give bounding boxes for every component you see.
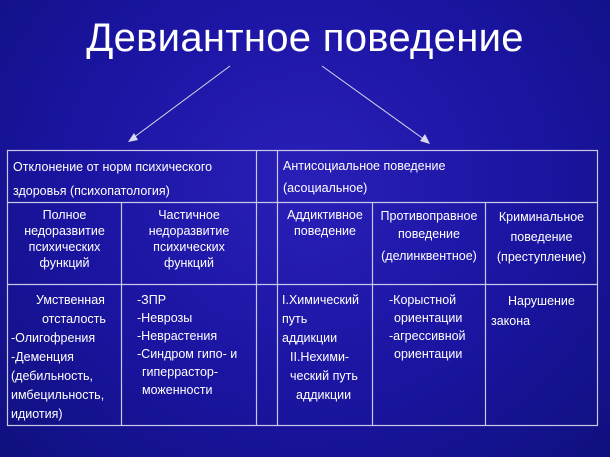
body-col-delinquent-orientations (389, 291, 485, 363)
sub5-l1: Криминальное (498, 210, 585, 224)
b4-l3: -агрессивной (389, 329, 466, 343)
b3-l6: аддикции (296, 388, 352, 402)
subheader-delinquent (373, 207, 485, 265)
body-col-law-violation (491, 291, 596, 331)
b2-l6: моженности (142, 383, 213, 397)
subheader-full-underdevelopment (8, 207, 121, 271)
header-right-line-1: Антисоциальное поведение (283, 159, 446, 173)
header-left-line-1: Отклонение от норм психического (13, 160, 213, 174)
header-psychopathology (13, 155, 253, 203)
body-col-mental-retardation (11, 291, 121, 424)
page-title: Девиантное поведение (86, 16, 524, 60)
b2-l2: -Неврозы (137, 311, 193, 325)
b2-l1: -ЗПР (137, 293, 167, 307)
sub2-l4: функций (164, 256, 214, 270)
sub5-l2: поведение (510, 230, 573, 244)
sub3-l1: Аддиктивное (287, 208, 363, 222)
header-right-line-2: (асоциальное) (283, 181, 368, 195)
sub1-l1: Полное (42, 208, 87, 222)
b4-l2: ориентации (394, 311, 463, 325)
header-antisocial (283, 155, 583, 199)
sub1-l3: психических (28, 240, 101, 254)
b1-l6: имбецильность, (11, 388, 105, 402)
b5-l2: закона (491, 314, 531, 328)
b1-l4: -Деменция (11, 350, 74, 364)
b1-l5: (дебильность, (11, 369, 94, 383)
b2-l3: -Неврастения (137, 329, 218, 343)
header-left-line-2: здоровья (психопатология) (13, 184, 170, 198)
b1-l3: -Олигофрения (11, 331, 96, 345)
subheader-criminal (486, 207, 597, 267)
subheader-addictive (278, 207, 372, 239)
sub2-l1: Частичное (158, 208, 220, 222)
sub4-l3: (делинквентное) (381, 249, 477, 263)
sub3-l2: поведение (294, 224, 356, 238)
sub1-l2: недоразвитие (24, 224, 105, 238)
b2-l5: гиперрастор- (142, 365, 219, 379)
b3-l3: аддикции (282, 331, 338, 345)
b2-l4: -Синдром гипо- и (137, 347, 238, 361)
b3-l1: I.Химический (282, 293, 359, 307)
b1-l2: отсталость (42, 312, 106, 326)
sub2-l3: психических (153, 240, 225, 254)
b4-l1: -Корыстной (389, 293, 457, 307)
b3-l5: ческий путь (290, 369, 358, 383)
sub5-l3: (преступление) (496, 250, 587, 264)
sub1-l4: функций (39, 256, 90, 270)
subheader-partial-underdevelopment (122, 207, 256, 271)
body-col-partial-disorders (137, 291, 255, 399)
sub4-l1: Противоправное (380, 209, 478, 223)
b1-l1: Умственная (36, 293, 105, 307)
b5-l1: Нарушение (508, 294, 575, 308)
sub2-l2: недоразвитие (148, 224, 230, 238)
b1-l7: идиотия) (11, 407, 63, 421)
b4-l4: ориентации (394, 347, 463, 361)
sub4-l2: поведение (398, 227, 460, 241)
body-col-addiction-paths (282, 291, 372, 405)
b3-l4: II.Нехими- (290, 350, 350, 364)
b3-l2: путь (282, 312, 308, 326)
